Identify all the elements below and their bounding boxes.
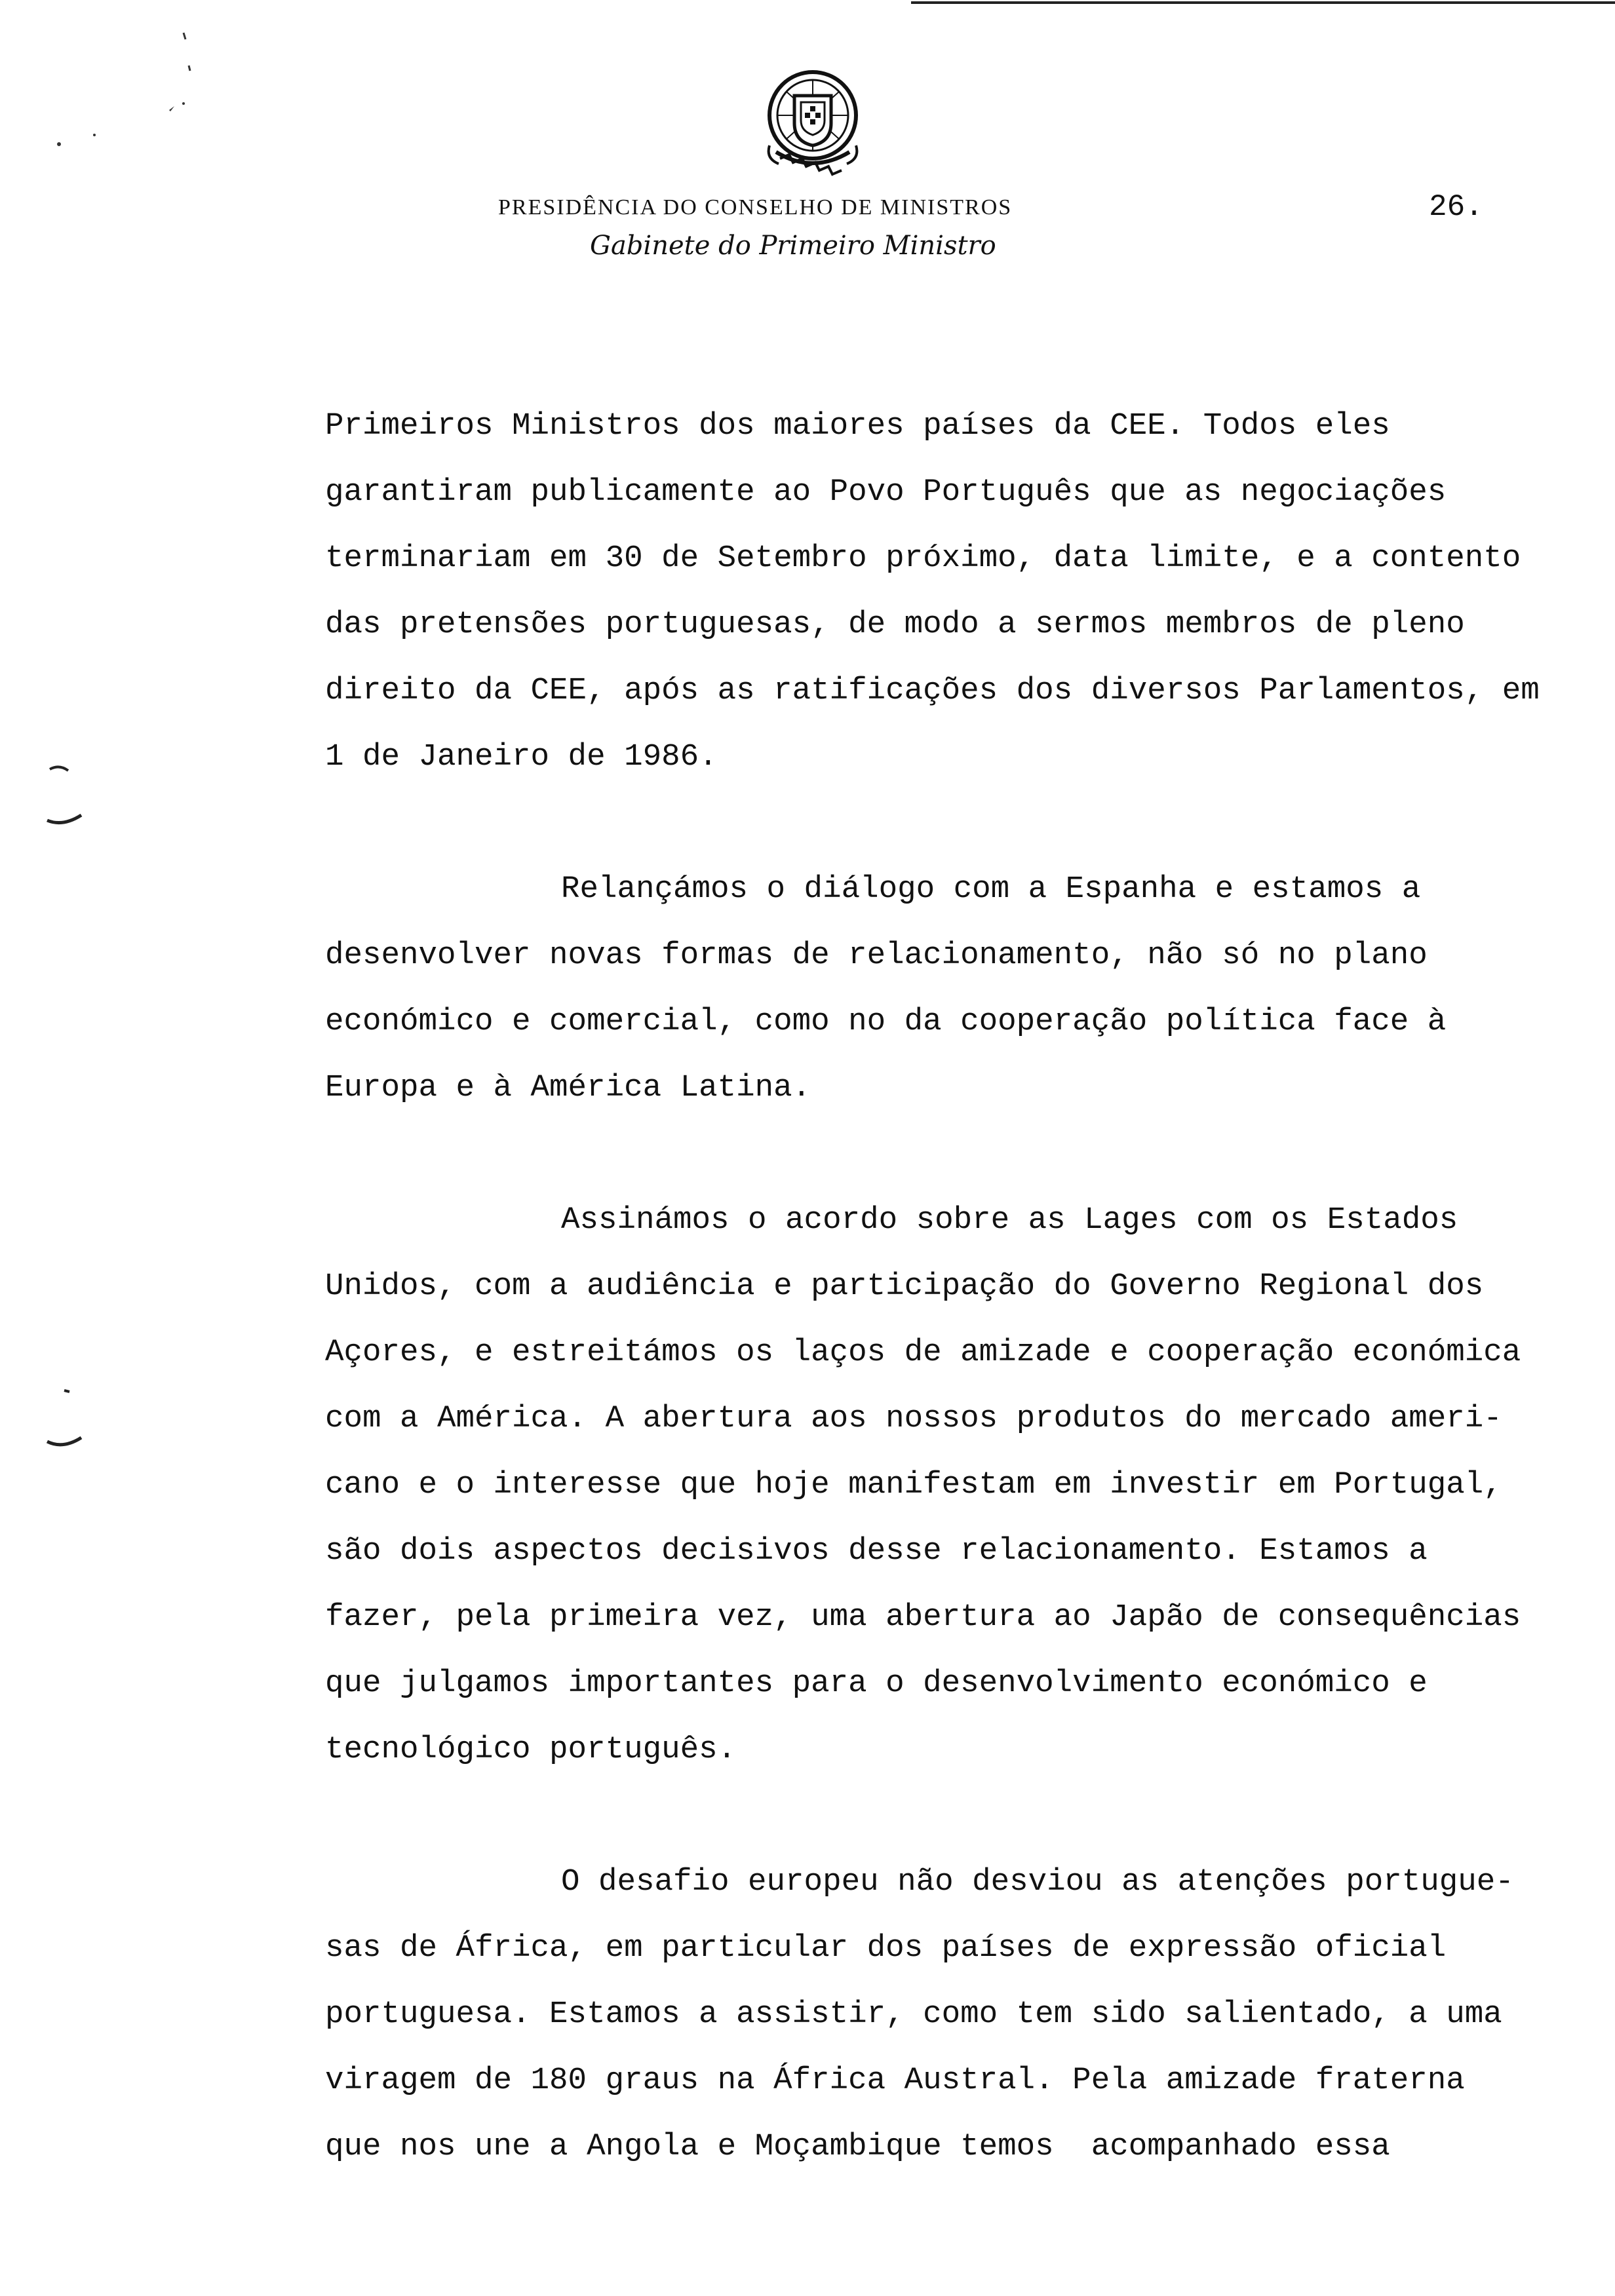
text-line: desenvolver novas formas de relacionamento, não só no plano	[325, 938, 1428, 973]
text-line: são dois aspectos decisivos desse relacionamento. Estamos a	[325, 1533, 1428, 1569]
document-body	[325, 393, 1584, 2180]
paragraph-spain-dialogue	[325, 856, 1584, 1121]
portuguese-coat-of-arms-icon	[754, 60, 872, 185]
text-line: cano e o interesse que hoje manifestam em investir em Portugal,	[325, 1467, 1502, 1502]
page-number: 26.	[1429, 190, 1483, 224]
paragraph-cee-negotiations	[325, 393, 1584, 790]
text-line: das pretensões portuguesas, de modo a sermos membros de pleno	[325, 607, 1465, 642]
institution-title: PRESIDÊNCIA DO CONSELHO DE MINISTROS	[498, 195, 1013, 220]
text-line: Assinámos o acordo sobre as Lages com os Estados	[561, 1202, 1458, 1238]
text-line: económico e comercial, como no da cooperação política face à	[325, 1004, 1447, 1039]
text-line: O desafio europeu não desviou as atenções portugue-	[561, 1864, 1514, 1900]
text-line: Primeiros Ministros dos maiores países da CEE. Todos eles	[325, 408, 1390, 444]
margin-scan-marks	[151, 26, 203, 144]
text-line: direito da CEE, após as ratificações dos diversos Parlamentos, em	[325, 673, 1540, 708]
text-line: viragem de 180 graus na África Austral. Pela amizade fraterna	[325, 2063, 1465, 2098]
paragraph-africa	[325, 1849, 1584, 2180]
margin-bracket-mark-lower	[45, 1383, 97, 1455]
text-line: com a América. A abertura aos nossos produtos do mercado ameri-	[325, 1401, 1502, 1436]
text-line: portuguesa. Estamos a assistir, como tem sido salientado, a uma	[325, 1997, 1502, 2032]
text-line: que nos une a Angola e Moçambique temos acompanhado essa	[325, 2129, 1390, 2164]
text-line: Europa e à América Latina.	[325, 1070, 811, 1105]
margin-bracket-mark-upper	[45, 760, 97, 832]
office-subtitle: Gabinete do Primeiro Ministro	[590, 231, 996, 261]
paragraph-lages-agreement	[325, 1187, 1584, 1783]
text-line: que julgamos importantes para o desenvolvimento económico e	[325, 1666, 1428, 1701]
paragraph-spacer	[325, 1121, 1584, 1187]
text-line: terminariam em 30 de Setembro próximo, data limite, e a contento	[325, 541, 1521, 576]
text-line: garantiram publicamente ao Povo Português que as negociações	[325, 474, 1447, 510]
text-line: Unidos, com a audiência e participação do Governo Regional dos	[325, 1269, 1484, 1304]
paragraph-spacer	[325, 1783, 1584, 1849]
text-line: 1 de Janeiro de 1986.	[325, 739, 718, 775]
text-line: fazer, pela primeira vez, uma abertura ao Japão de consequências	[325, 1599, 1521, 1635]
text-line: sas de África, em particular dos países de expressão oficial	[325, 1930, 1447, 1966]
margin-dot-marks	[46, 124, 111, 151]
top-edge-rule	[911, 1, 1615, 4]
text-line: tecnológico português.	[325, 1732, 737, 1767]
paragraph-spacer	[325, 790, 1584, 856]
text-line: Relançámos o diálogo com a Espanha e estamos a	[561, 871, 1421, 907]
text-line: Açores, e estreitámos os laços de amizade e cooperação económica	[325, 1335, 1521, 1370]
